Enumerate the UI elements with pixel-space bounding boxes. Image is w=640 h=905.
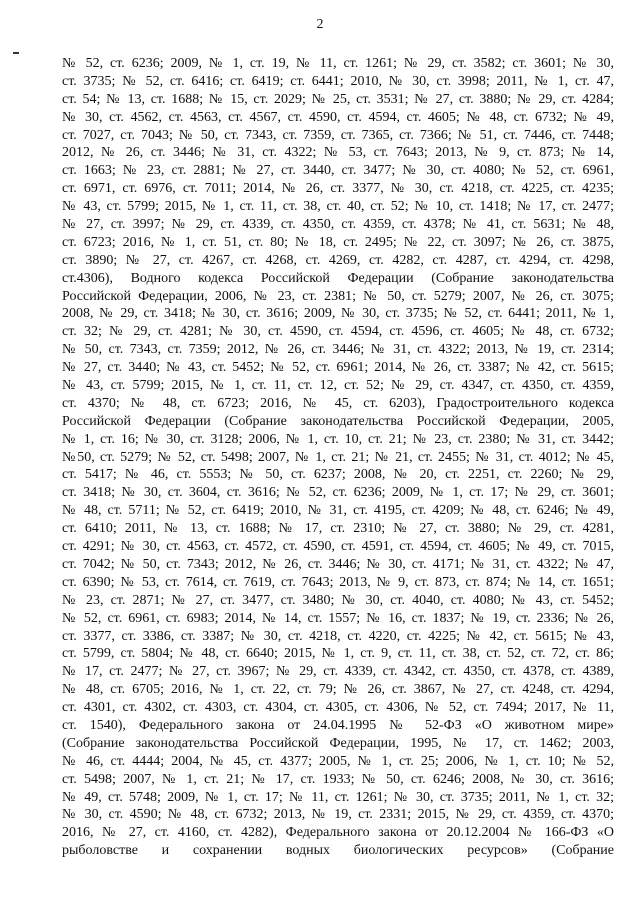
text-line: 2016, № 27, ст. 4160, ст. 4282), Федерального закона от 20.12.2004 № 166-ФЗ «О	[62, 825, 614, 841]
text-line: ст. 1540), Федерального закона от 24.04.1995 № 52-ФЗ «О животном мире»	[62, 717, 614, 733]
text-line: ст. 4291; № 30, ст. 4563, ст. 4572, ст. 4590, ст. 4591, ст. 4594, ст. 4605; № 49, ст. 7015,	[62, 539, 614, 555]
text-line: ст. 3418; № 30, ст. 3604, ст. 3616; № 52, ст. 6236; 2009, № 1, ст. 17; № 29, ст. 3601;	[62, 485, 614, 501]
text-line: ст. 7042; № 50, ст. 7343; 2012, № 26, ст. 3446; № 30, ст. 4171; № 31, ст. 4322; № 47,	[62, 556, 614, 572]
text-line: ст. 3735; № 52, ст. 6416; ст. 6419; ст. 6441; 2010, № 30, ст. 3998; 2011, № 1, ст. 47,	[62, 73, 614, 89]
text-line: № 17, ст. 2477; № 27, ст. 3967; № 29, ст. 4339, ст. 4342, ст. 4350, ст. 4378, ст. 4389,	[62, 664, 614, 680]
text-line: № 43, ст. 5799; 2015, № 1, ст. 11, ст. 38, ст. 40, ст. 52; № 10, ст. 1418; № 17, ст. 2477;	[62, 199, 614, 215]
margin-mark	[13, 52, 19, 54]
text-line: Российской Федерации (Собрание законодательства Российской Федерации, 2005,	[62, 413, 614, 429]
text-line: № 48, ст. 5711; № 52, ст. 6419; 2010, № 31, ст. 4195, ст. 4209; № 48, ст. 6246; № 49,	[62, 503, 614, 519]
text-line: ст. 3377, ст. 3386, ст. 3387; № 30, ст. 4218, ст. 4220, ст. 4225; № 42, ст. 5615; № 43,	[62, 628, 614, 644]
text-line: № 46, ст. 4444; 2004, № 45, ст. 4377; 2005, № 1, ст. 25; 2006, № 1, ст. 10; № 52,	[62, 753, 614, 769]
text-line: № 43, ст. 5799; 2015, № 1, ст. 11, ст. 12, ст. 52; № 29, ст. 4347, ст. 4350, ст. 4359,	[62, 378, 614, 394]
text-line: 2008, № 29, ст. 3418; № 30, ст. 3616; 2009, № 30, ст. 3735; № 52, ст. 6441; 2011, № 1,	[62, 306, 614, 322]
text-line: ст. 6723; 2016, № 1, ст. 51, ст. 80; № 18, ст. 2495; № 22, ст. 3097; № 26, ст. 3875,	[62, 234, 614, 250]
text-line: ст. 6390; № 53, ст. 7614, ст. 7619, ст. 7643; 2013, № 9, ст. 873, ст. 874; № 14, ст. 1651;	[62, 574, 614, 590]
text-line: 2012, № 26, ст. 3446; № 31, ст. 4322; № 53, ст. 7643; 2013, № 9, ст. 873; № 14,	[62, 145, 614, 161]
text-line: ст. 1663; № 23, ст. 2881; № 27, ст. 3440, ст. 3477; № 30, ст. 4080; № 52, ст. 6961,	[62, 163, 614, 179]
text-line: № 27, ст. 3997; № 29, ст. 4339, ст. 4350, ст. 4359, ст. 4378; № 41, ст. 5631; № 48,	[62, 217, 614, 233]
text-line: ст. 5417; № 46, ст. 5553; № 50, ст. 6237; 2008, № 20, ст. 2251, ст. 2260; № 29,	[62, 467, 614, 483]
text-line: (Собрание законодательства Российской Федерации, 1995, № 17, ст. 1462; 2003,	[62, 735, 614, 751]
text-line: № 27, ст. 3440; № 43, ст. 5452; № 52, ст. 6961; 2014, № 26, ст. 3387; № 42, ст. 5615;	[62, 360, 614, 376]
text-line: №50, ст. 5279; № 52, ст. 5498; 2007, № 1, ст. 21; № 21, ст. 2455; № 31, ст. 4012; № 45,	[62, 449, 614, 465]
text-line: ст. 5799, ст. 5804; № 48, ст. 6640; 2015, № 1, ст. 9, ст. 11, ст. 38, ст. 52, ст. 72, ст. 86;	[62, 646, 614, 662]
text-line: ст. 4301, ст. 4302, ст. 4303, ст. 4304, ст. 4305, ст. 4306, № 52, ст. 7494; 2017, № 11,	[62, 700, 614, 716]
text-line: ст. 6410; 2011, № 13, ст. 1688; № 17, ст. 2310; № 27, ст. 3880; № 29, ст. 4281,	[62, 521, 614, 537]
text-line: № 52, ст. 6236; 2009, № 1, ст. 19, № 11, ст. 1261; № 29, ст. 3582; ст. 3601; № 30,	[62, 56, 614, 71]
text-line: ст. 6971, ст. 6976, ст. 7011; 2014, № 26, ст. 3377, № 30, ст. 4218, ст. 4225, ст. 4235;	[62, 181, 614, 197]
text-line: рыболовстве и сохранении водных биологических ресурсов» (Собрание	[62, 843, 614, 859]
text-line: № 52, ст. 6961, ст. 6983; 2014, № 14, ст. 1557; № 16, ст. 1837; № 19, ст. 2336; № 26,	[62, 610, 614, 626]
text-line: ст. 54; № 13, ст. 1688; № 15, ст. 2029; № 25, ст. 3531; № 27, ст. 3880; № 29, ст. 4284;	[62, 91, 614, 107]
text-line: № 23, ст. 2871; № 27, ст. 3477, ст. 3480; № 30, ст. 4040, ст. 4080; № 43, ст. 5452;	[62, 592, 614, 608]
text-line: № 49, ст. 5748; 2009, № 1, ст. 17; № 11, ст. 1261; № 30, ст. 3735; 2011, № 1, ст. 32;	[62, 789, 614, 805]
text-line: № 50, ст. 7343, ст. 7359; 2012, № 26, ст. 3446; № 31, ст. 4322; 2013, № 19, ст. 2314;	[62, 342, 614, 358]
text-line: № 48, ст. 6705; 2016, № 1, ст. 22, ст. 79; № 26, ст. 3867, № 27, ст. 4248, ст. 4294,	[62, 682, 614, 698]
text-line: № 30, ст. 4562, ст. 4563, ст. 4567, ст. 4590, ст. 4594, ст. 4605; № 48, ст. 6732; № 49,	[62, 109, 614, 125]
text-line: № 30, ст. 4590; № 48, ст. 6732; 2013, № 19, ст. 2331; 2015, № 29, ст. 4359, ст. 4370;	[62, 807, 614, 823]
text-line: ст. 7027, ст. 7043; № 50, ст. 7343, ст. 7359, ст. 7365, ст. 7366; № 51, ст. 7446, ст. 7448;	[62, 127, 614, 143]
body-text	[62, 55, 614, 860]
page-number: 2	[316, 17, 324, 32]
text-line: Российской Федерации, 2006, № 23, ст. 2381; № 50, ст. 5279; 2007, № 26, ст. 3075;	[62, 288, 614, 304]
text-line: ст.4306), Водного кодекса Российской Федерации (Собрание законодательства	[62, 270, 614, 286]
text-line: ст. 3890; № 27, ст. 4267, ст. 4268, ст. 4269, ст. 4282, ст. 4287, ст. 4294, ст. 4298,	[62, 252, 614, 268]
text-line: ст. 4370; № 48, ст. 6723; 2016, № 45, ст. 6203), Градостроительного кодекса	[62, 395, 614, 411]
text-line: ст. 32; № 29, ст. 4281; № 30, ст. 4590, ст. 4594, ст. 4596, ст. 4605; № 48, ст. 6732;	[62, 324, 614, 340]
text-line: № 1, ст. 16; № 30, ст. 3128; 2006, № 1, ст. 10, ст. 21; № 23, ст. 2380; № 31, ст. 3442;	[62, 431, 614, 447]
text-line: ст. 5498; 2007, № 1, ст. 21; № 17, ст. 1933; № 50, ст. 6246; 2008, № 30, ст. 3616;	[62, 771, 614, 787]
